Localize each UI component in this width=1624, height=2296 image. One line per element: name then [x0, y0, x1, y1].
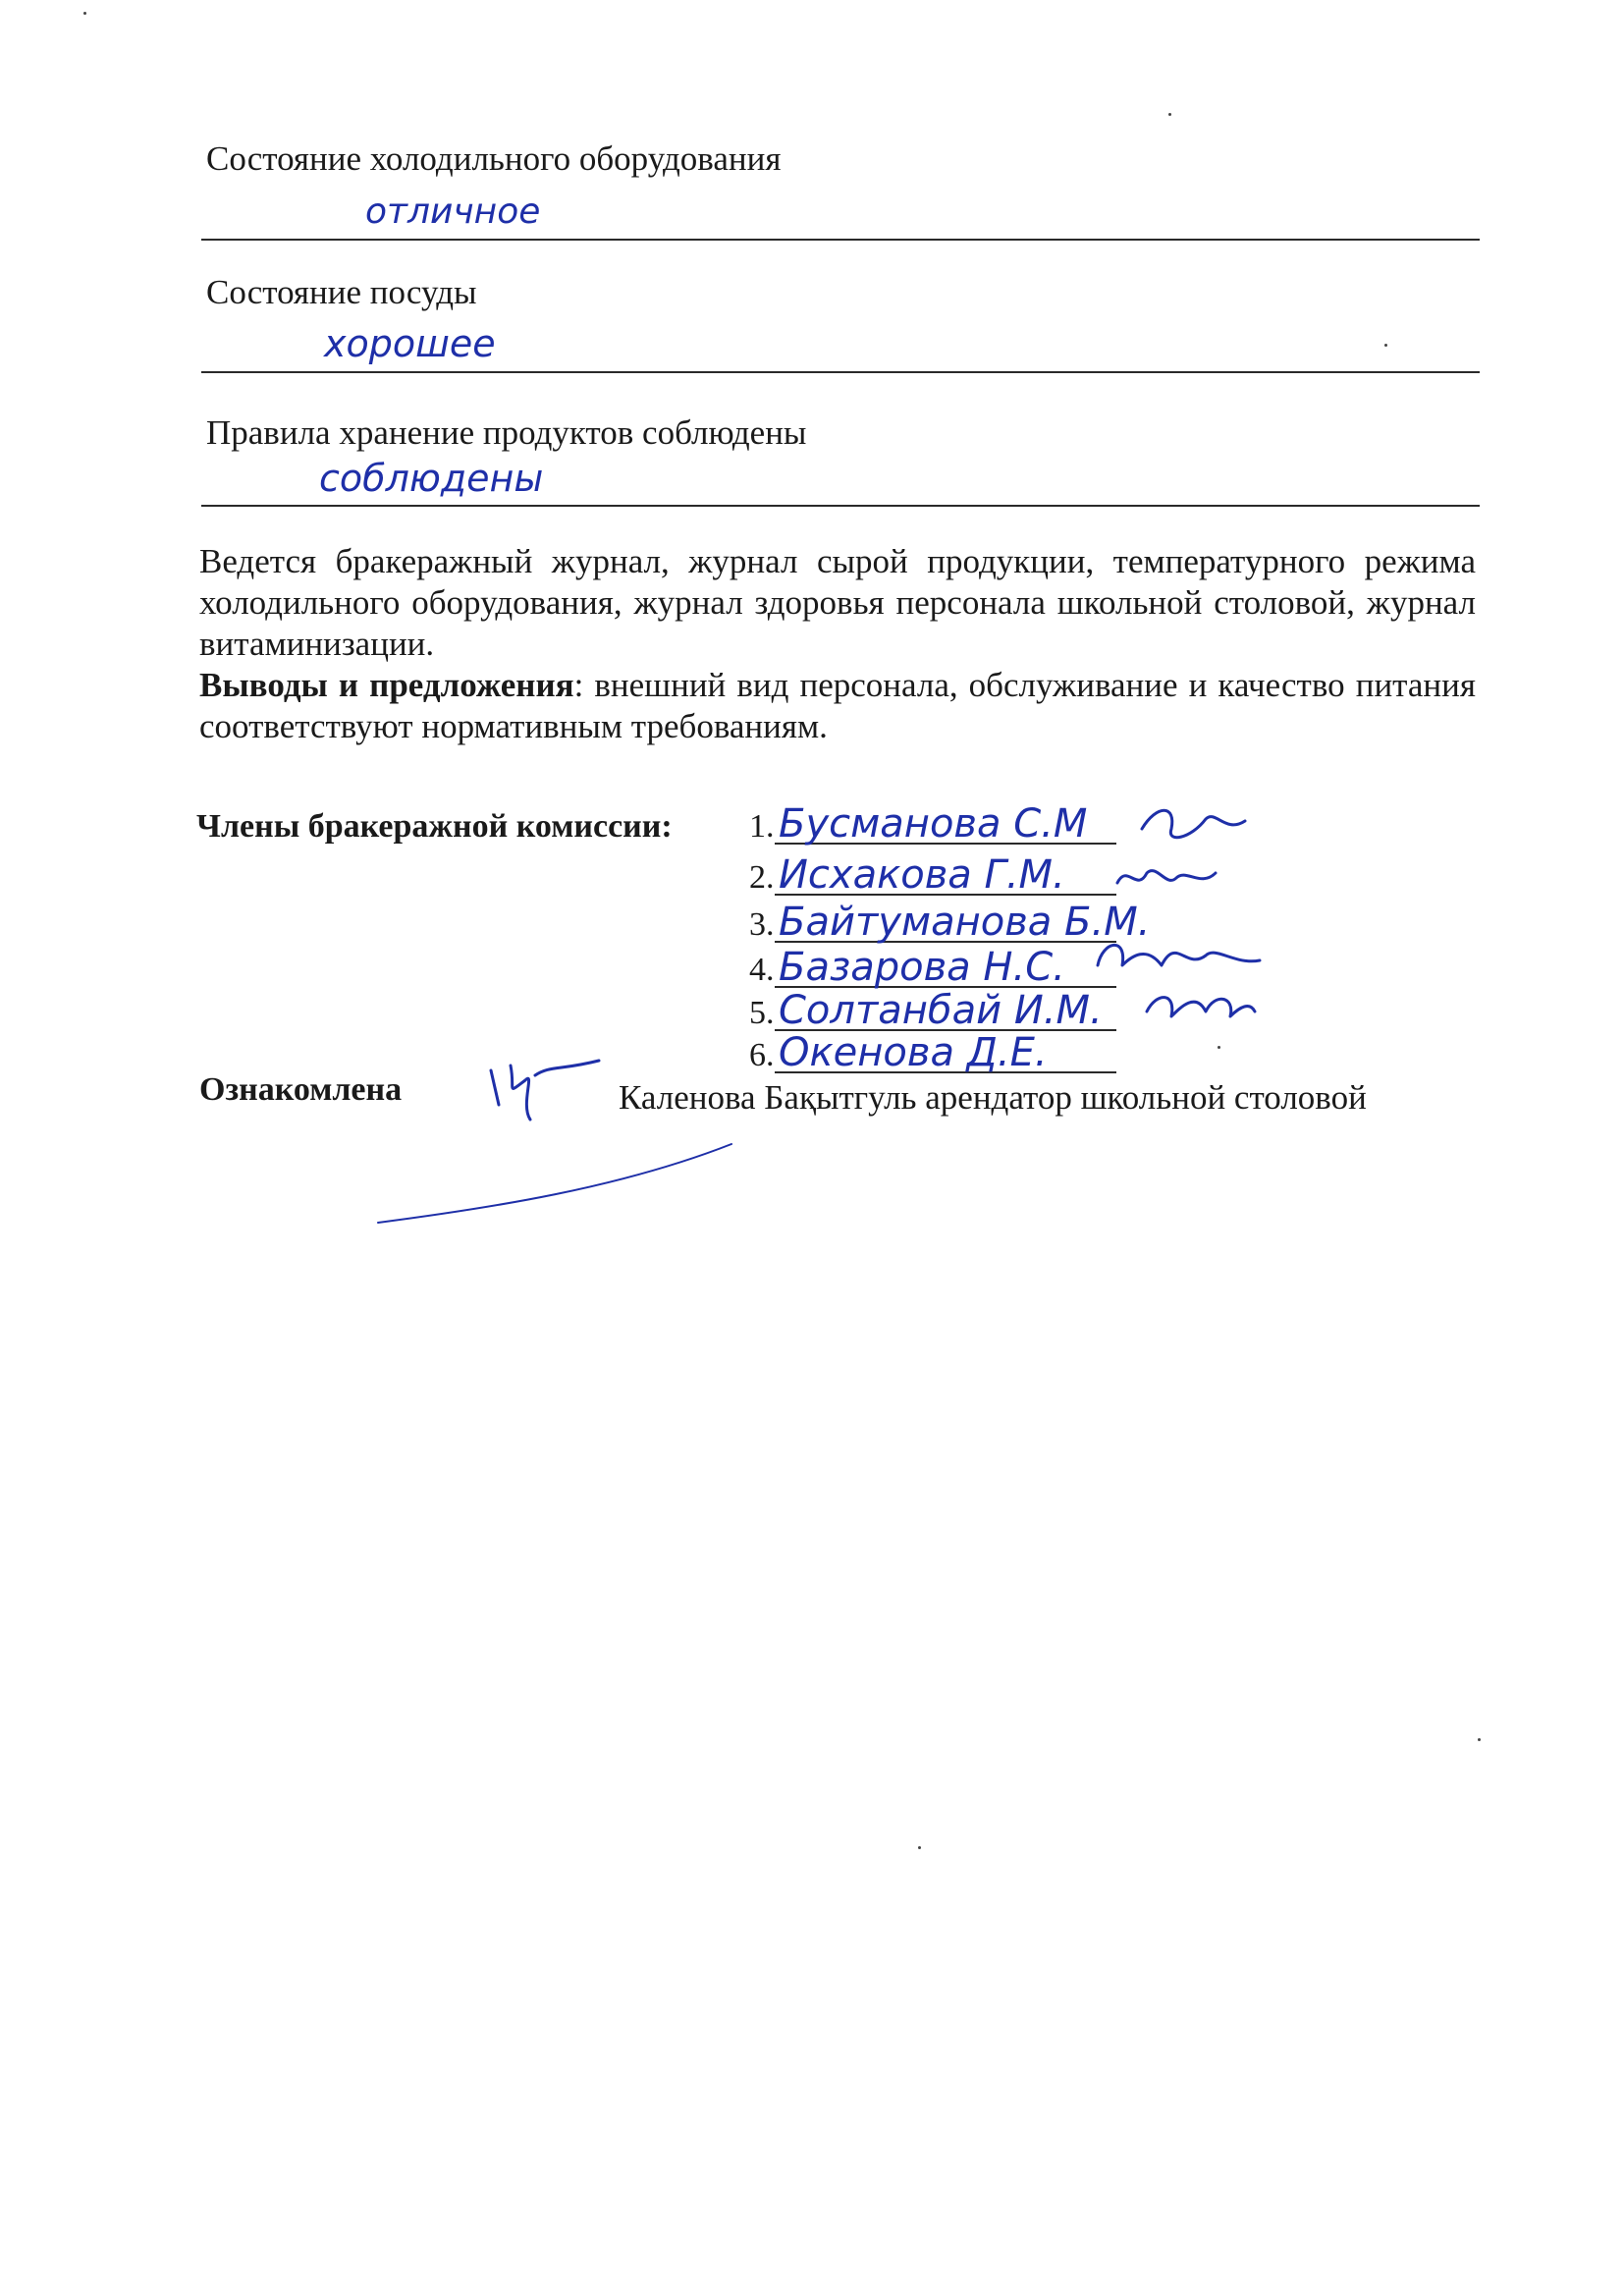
commission-member: 2. Исхакова Г.М.: [749, 858, 1260, 898]
commission-member: 4. Базарова Н.С.: [749, 951, 1260, 990]
member-signature-mark: [1142, 982, 1260, 1031]
member-signature: Байтуманова Б.М.: [779, 900, 1151, 945]
commission-member: 5. Солтанбай И.М.: [749, 994, 1260, 1033]
conclusions-text: : внешний вид персонала, обслуживание и качество питания соответствуют нормативным требованиям.: [199, 666, 1476, 745]
member-signature-mark: [1112, 858, 1220, 898]
scan-speck: [1478, 1738, 1481, 1741]
member-signature-mark: [1088, 926, 1265, 985]
member-signature: Окенова Д.Е.: [779, 1030, 1048, 1075]
pen-stroke: [373, 1139, 736, 1228]
acknowledgement-person: Каленова Бақытгуль арендатор школьной столовой: [619, 1078, 1367, 1117]
scan-speck: [1168, 113, 1171, 116]
field-value-fridge: отличное: [365, 191, 541, 232]
member-signature: Бусманова С.М: [779, 801, 1088, 847]
conclusions-paragraph: [199, 665, 1476, 747]
field-line-storage: [201, 505, 1480, 507]
member-signature: Солтанбай И.М.: [779, 988, 1103, 1033]
journals-paragraph: [199, 541, 1476, 665]
scan-speck: [918, 1846, 921, 1849]
field-label-dishes: Состояние посуды: [206, 273, 477, 311]
commission-member: 6. Окенова Д.Е.: [749, 1036, 1260, 1075]
scan-speck: [1384, 344, 1387, 347]
field-label-fridge: Состояние холодильного оборудования: [206, 139, 782, 178]
field-label-storage: Правила хранение продуктов соблюдены: [206, 413, 807, 452]
conclusions-heading: Выводы и предложения: [199, 666, 574, 704]
scan-speck: [83, 12, 86, 15]
acknowledgement-signature: [481, 1051, 609, 1129]
member-signature-mark: [1137, 799, 1255, 848]
field-line-dishes: [201, 371, 1480, 373]
field-line-fridge: [201, 239, 1480, 241]
field-value-dishes: хорошее: [324, 322, 496, 365]
commission-member: 1. Бусманова С.М: [749, 807, 1260, 847]
journals-text: Ведется бракеражный журнал, журнал сырой продукции, температурного режима холодильного оборудования, журнал здоровья персонала школьной столовой, журнал витаминизации.: [199, 542, 1476, 663]
field-value-storage: соблюдены: [319, 457, 544, 500]
member-signature: Базарова Н.С.: [779, 945, 1065, 990]
scan-speck: [1218, 1046, 1220, 1049]
acknowledgement-label: Ознакомлена: [199, 1071, 403, 1108]
commission-heading: Члены бракеражной комиссии:: [196, 808, 673, 845]
member-signature: Исхакова Г.М.: [779, 852, 1065, 898]
commission-member: 3. Байтуманова Б.М.: [749, 900, 1151, 945]
